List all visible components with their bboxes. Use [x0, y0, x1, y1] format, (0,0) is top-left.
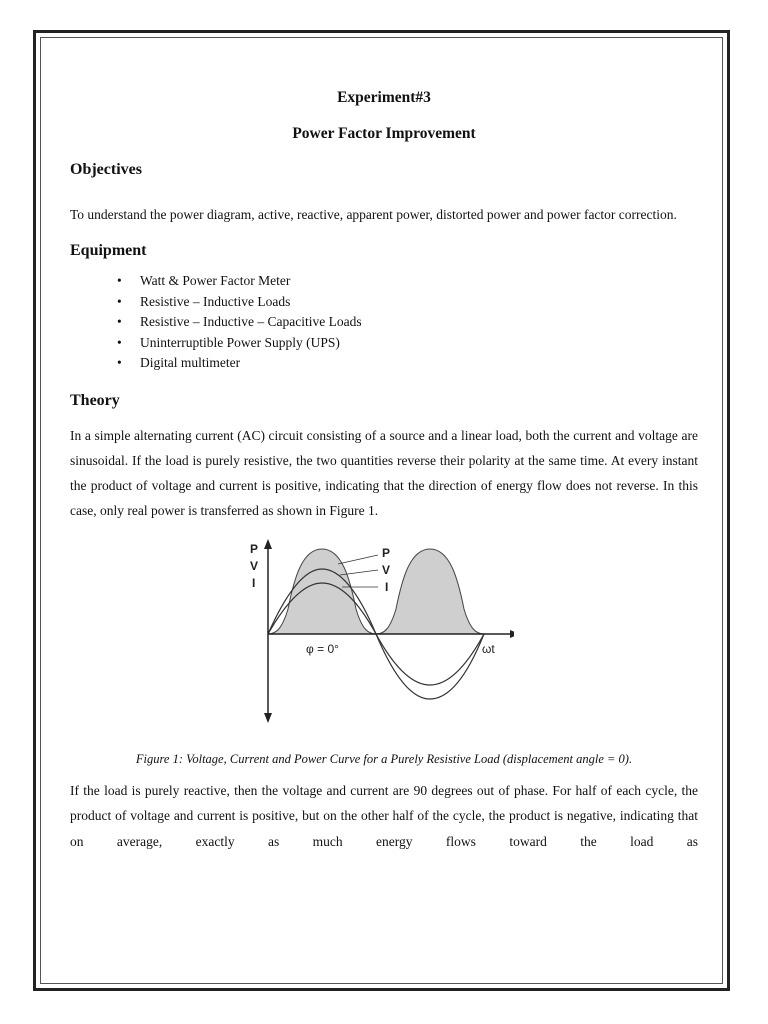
objectives-heading: Objectives	[70, 161, 142, 178]
power-lobe-1	[268, 549, 376, 634]
y-axis-arrow-down	[264, 713, 272, 723]
curve-label-p: P	[382, 545, 391, 560]
equipment-heading: Equipment	[70, 242, 147, 259]
figure-caption: Figure 1: Voltage, Current and Power Curve for a Purely Resistive Load (displacement angle = 0).	[135, 751, 633, 766]
left-label-v: V	[250, 558, 259, 573]
page-title: Power Factor Improvement	[292, 125, 476, 142]
theory-heading: Theory	[70, 391, 120, 409]
list-item: • Uninterruptible Power Supply (UPS)	[140, 333, 698, 354]
phase-angle-label: φ = 0°	[306, 641, 339, 656]
list-item: • Watt & Power Factor Meter	[140, 271, 698, 292]
list-item: • Digital multimeter	[140, 353, 698, 374]
theory-paragraph-2: If the load is purely reactive, then the voltage and current are 90 degrees out of phase. For half of each cycle, the product of voltage and current is positive, but on the other half of the cycle, the product is negative, indicating that on average, exactly as much energy flows toward the load as	[70, 782, 698, 849]
theory-paragraph-1: In a simple alternating current (AC) circuit consisting of a source and a linear load, both the current and voltage are sinusoidal. If the load is purely resistive, the two quantities reverse their polarity at the same time. At every instant the product of voltage and current is positive, indicating that the direction of energy flow does not reverse. In this case, only real power is transferred as shown in Figure 1.	[70, 427, 698, 518]
curve-label-i: I	[385, 579, 389, 594]
document-body	[70, 86, 698, 854]
power-lobe-2	[376, 549, 484, 634]
left-label-p: P	[250, 541, 259, 556]
equipment-list	[70, 271, 698, 374]
left-label-i: I	[252, 575, 256, 590]
objectives-text: To understand the power diagram, active, reactive, apparent power, distorted power and power factor correction.	[70, 207, 677, 222]
list-item: • Resistive – Inductive – Capacitive Loads	[140, 312, 698, 333]
experiment-title: Experiment#3	[337, 89, 431, 106]
x-axis-arrow	[510, 630, 514, 638]
axis-label-omega-t: ωt	[482, 641, 495, 656]
figure-1	[70, 539, 698, 729]
y-axis-arrow-up	[264, 539, 272, 549]
waveform-diagram	[244, 539, 514, 729]
curve-label-v: V	[382, 562, 391, 577]
leader-p	[338, 555, 378, 564]
list-item: • Resistive – Inductive Loads	[140, 292, 698, 313]
